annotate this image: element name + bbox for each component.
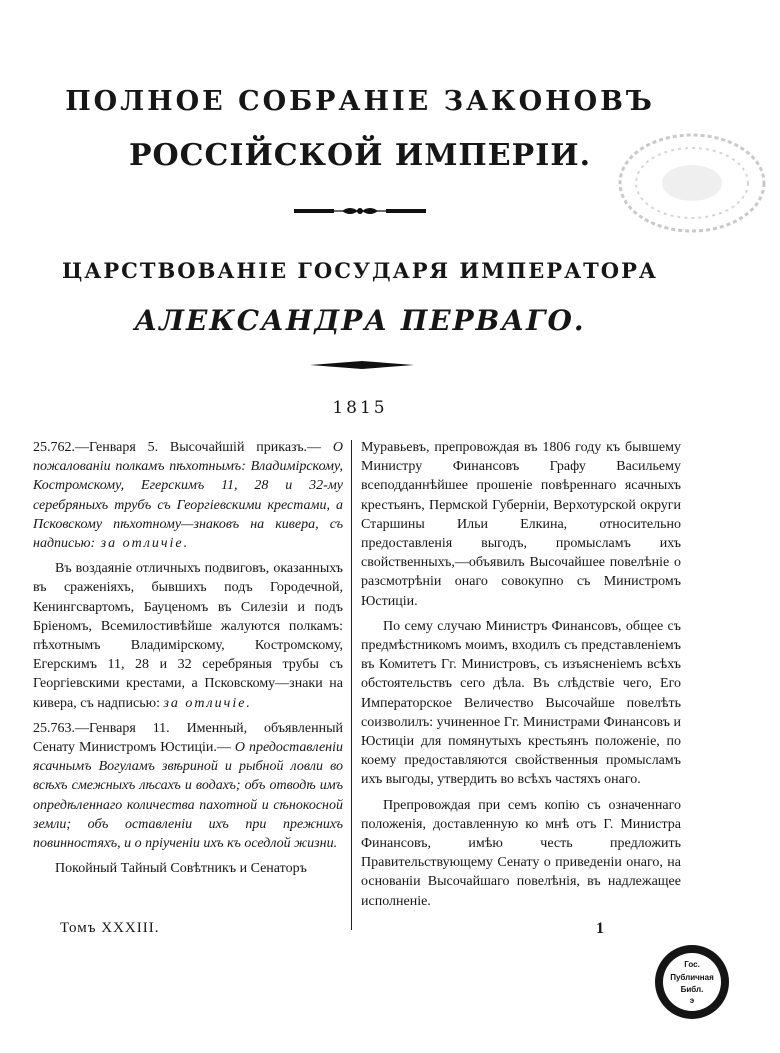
library-stamp-icon [652, 942, 732, 1022]
column-rule [351, 440, 352, 930]
decree-25763-summary: О предоставленіи ясачнымъ Вогуламъ звѣриной и рыбной ловли во всѣхъ смежныхъ лѣсахъ и водахъ; объ отводѣ имъ опредѣленнаго количества пахотной и сѣнокосной земли; объ оставленіи ихъ при прежнихъ повинностяхъ, и о пріученіи ихъ къ оседлой жизни. [33, 740, 343, 852]
volume-label: Томъ XXXIII. [60, 920, 160, 936]
stamp-line-3: Библ. [680, 985, 704, 994]
decree-25762-text [33, 559, 343, 713]
decree-25763-body-3: Препровождая при семъ копію съ означеннаго положенія, доставленную ко мнѣ отъ Г. Министра Финансовъ, имѣю честь предложить Правительствующему Сенату о приведеніи онаго, на основаніи Высочайшаго повелѣнія, въ надлежащее исполненіе. [361, 797, 681, 909]
decree-25763-body-start: Покойный Тайный Совѣтникъ и Сенаторъ [55, 861, 307, 877]
ornament-divider-icon [294, 204, 426, 218]
year-heading: 1815 [332, 398, 388, 418]
decree-25763-body-2: По сему случаю Министръ Финансовъ, общее съ предмѣстникомъ моимъ, входилъ съ представленіемъ въ Комитетъ Гг. Министровъ, съ изъясненіемъ всѣхъ обстоятельствъ сего дѣла. Въ слѣдствіе чего, Его Императорское Величество Высочайше повелѣть соизволилъ: учиненное Гг. Министрами Финансовъ и Юстиціи для помянутыхъ крестьянъ положеніе, по коему предоставляются свойственныя промысламъ ихъ выгоды, утвердить во всѣхъ частяхъ онаго. [361, 618, 681, 788]
decree-25762-motto: за отличіе. [95, 536, 190, 552]
page-number: 1 [596, 920, 604, 937]
title-line-2: РОССІЙСКОЙ ИМПЕРІИ. [128, 138, 592, 173]
left-column [33, 438, 343, 884]
right-column [361, 438, 681, 917]
title-line-1: ПОЛНОЕ СОБРАНІЕ ЗАКОНОВЪ [65, 86, 655, 117]
decree-25763 [33, 719, 343, 853]
faded-library-stamp-icon [614, 128, 770, 238]
stamp-line-1: Гос. [684, 960, 700, 969]
decree-25762-body: Въ воздаяніе отличныхъ подвиговъ, оказанныхъ въ сраженіяхъ, бывшихъ подъ Городечной, Кенингсвартомъ, Бауценомъ въ Силезіи и подъ Бріеномъ, Всемилостивѣйше жалуются полкамъ: пѣхотнымъ Владимірскому, Костромскому, Егерскимъ 11, 28 и 32 серебряныя трубы съ Георгіевскими крестами, а Псковскому—знаки на кивера, съ надписью: [33, 561, 343, 711]
decree-25763-heading: 25.763.—Генваря 11. Именный, объявленный Сенату Министромъ Юстиціи.— [33, 720, 343, 756]
decree-25763-body-1: Муравьевъ, препровождая въ 1806 году къ бывшему Министру Финансовъ Графу Васильему всеподданнѣйшее прошеніе повѣреннаго ясачныхъ крестьянъ, Пермской Губерніи, Верхотурской округи Старшины Ильи Елкина, относительно предоставленія выгодъ, промысламъ ихъ свойственныхъ,—объявилъ Высочайшее повелѣніе о разсмотрѣніи онаго совокупно съ Министромъ Юстиціи. [361, 440, 681, 609]
emperor-name: АЛЕКСАНДРА ПЕРВАГО. [134, 304, 586, 337]
decree-25762-heading: 25.762.—Генваря 5. Высочайшій приказъ.— [33, 440, 333, 455]
decree-25762-body-motto: за отличіе. [163, 695, 252, 711]
decree-25762-summary: О пожалованіи полкамъ пѣхотнымъ: Владимірскому, Костромскому, Егерскимъ 11, 28 и 32-му серебряныхъ трубъ съ Георгіевскими крестами, а Псковскому пѣхотному—знаковъ на кивера, съ надписью: [33, 440, 343, 552]
reign-heading: ЦАРСТВОВАНІЕ ГОСУДАРЯ ИМПЕРАТОРА [62, 258, 658, 283]
decree-25762 [33, 438, 343, 553]
stamp-line-4: э [689, 996, 695, 1005]
stamp-line-2: Публичная [670, 973, 714, 982]
rule-divider-icon [310, 360, 414, 370]
